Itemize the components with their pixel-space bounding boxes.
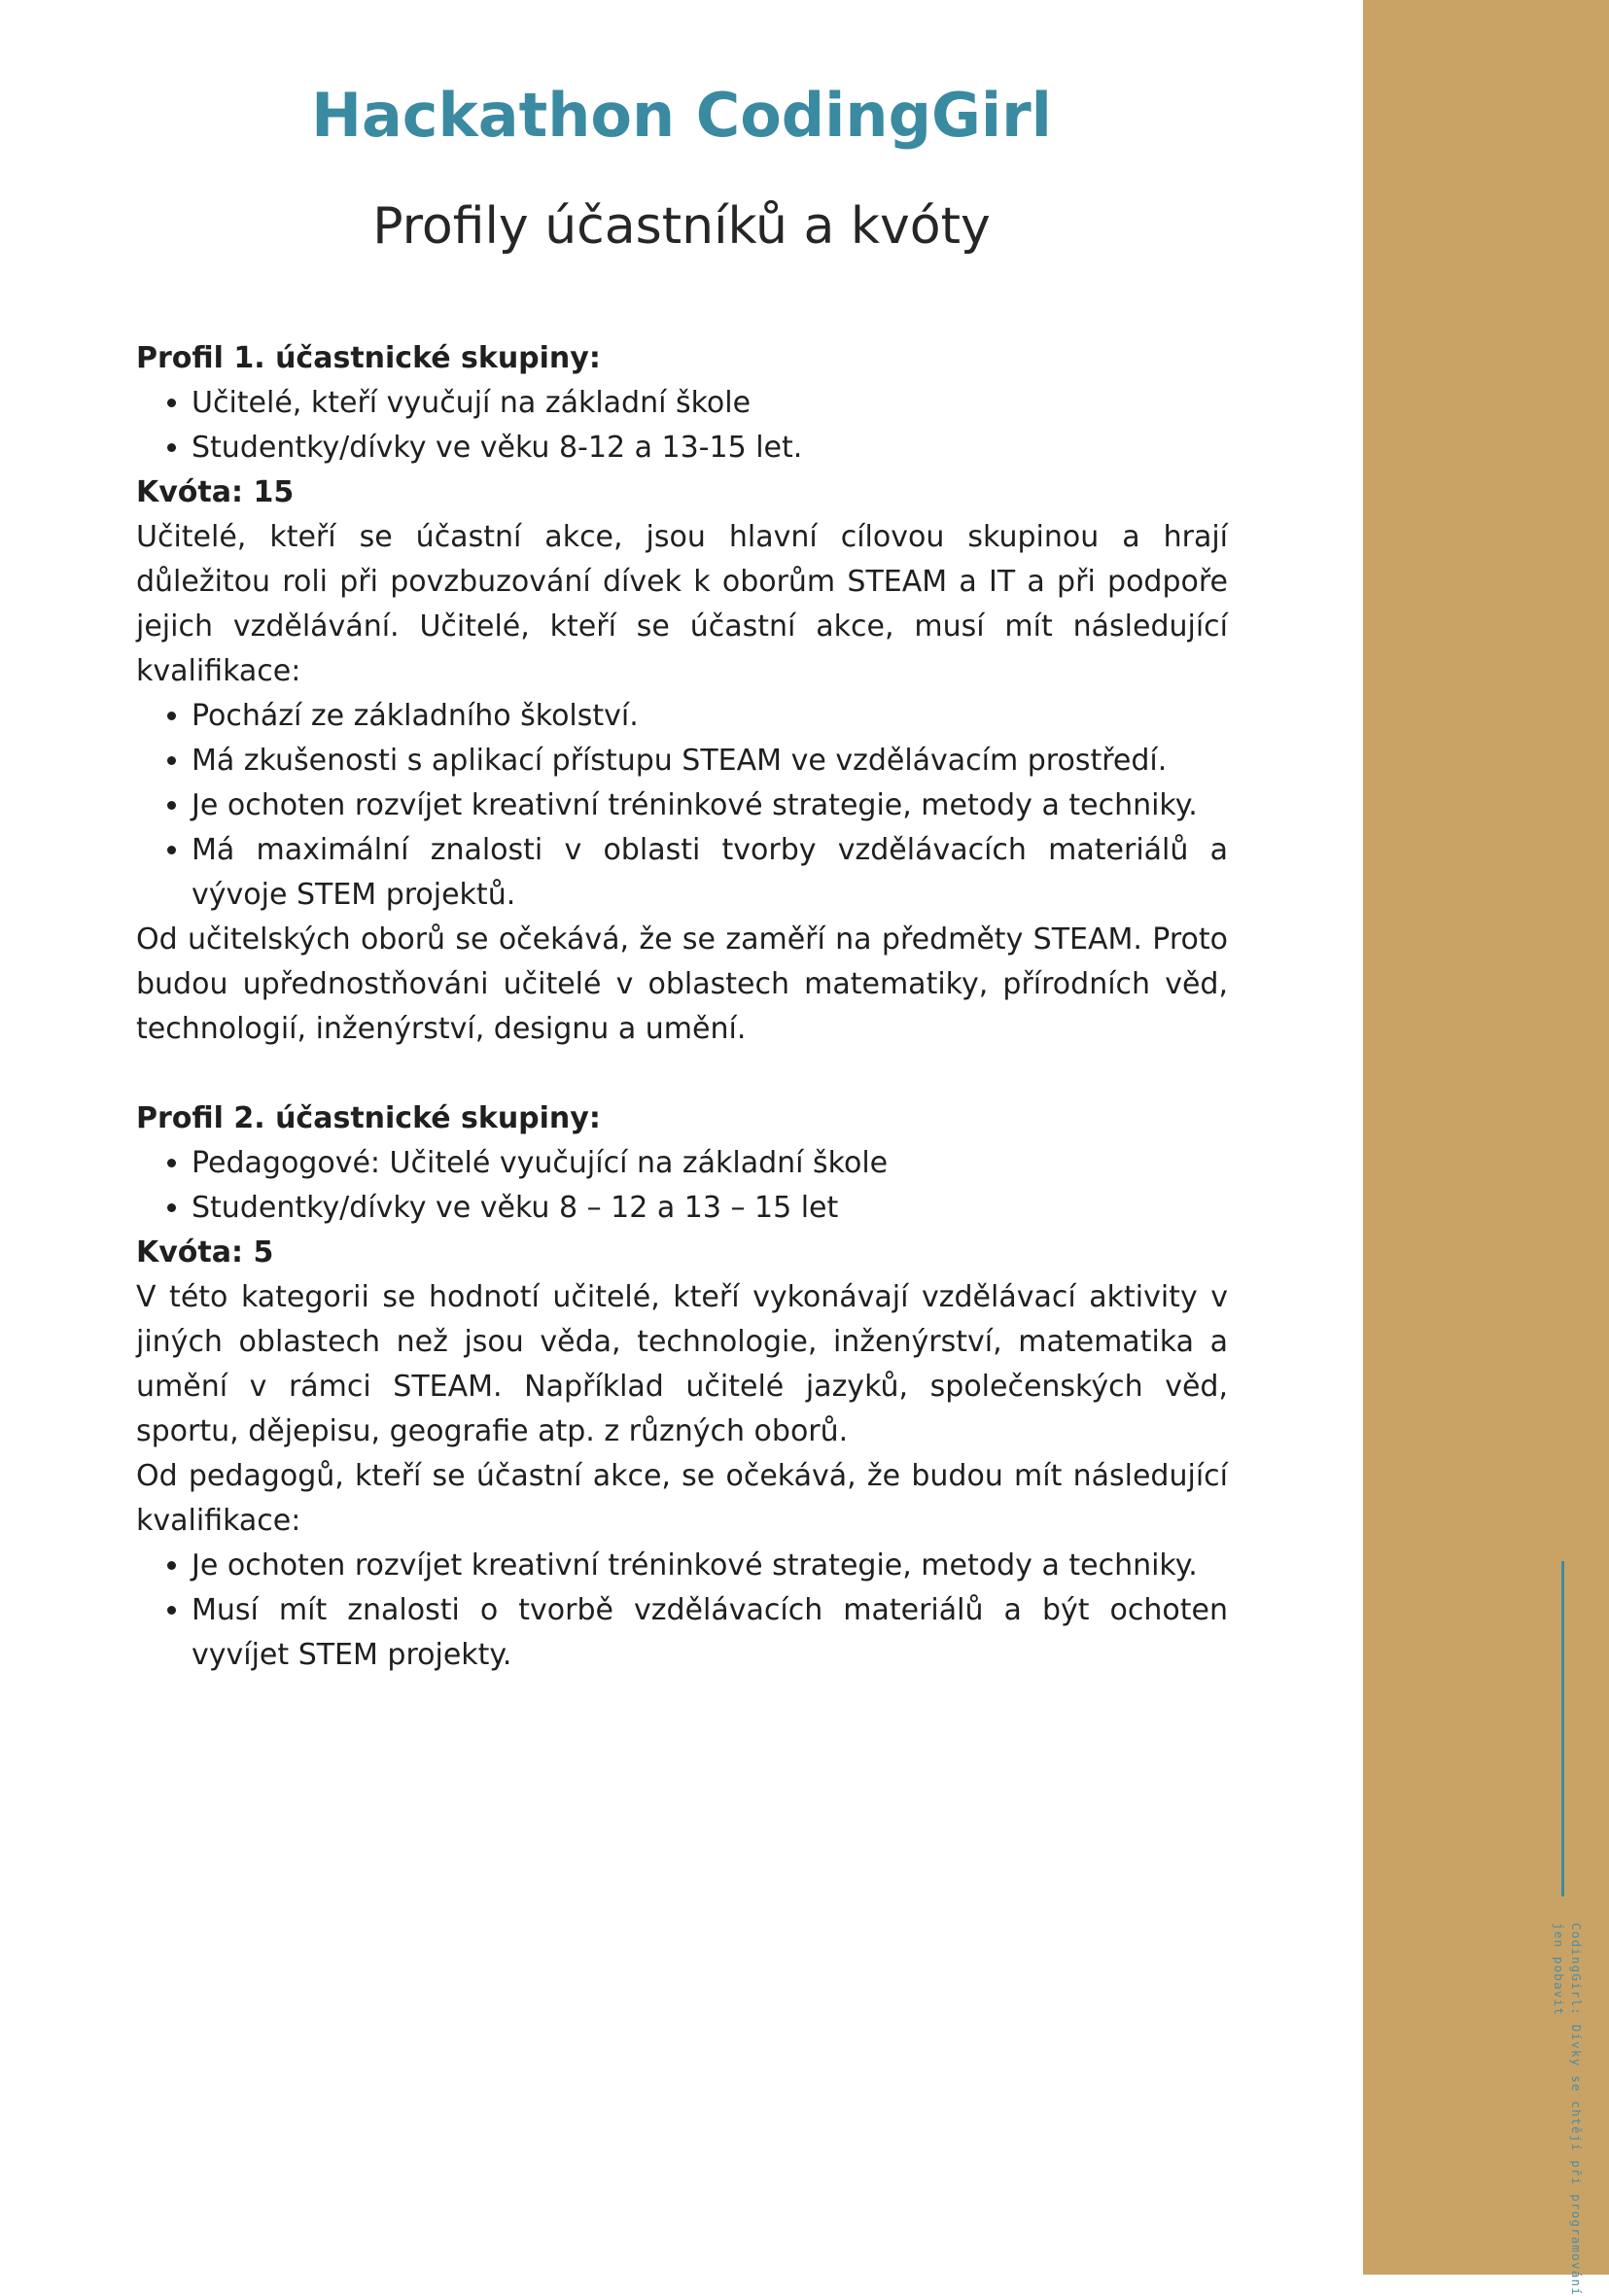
list-item: • Učitelé, kteří vyučují na základní škole — [192, 381, 1228, 426]
list-item: • Má maximální znalosti v oblasti tvorby vzdělávacích materiálů a vývoje STEM projektů. — [192, 828, 1228, 918]
profile2-expectation: Od pedagogů, kteří se účastní akce, se očekává, že budou mít následující kvalifikace: — [136, 1459, 1228, 1538]
sidebar-divider-line — [1561, 1561, 1564, 1896]
profile1-quota: Kvóta: 15 — [136, 475, 295, 509]
profile2-intro: V této kategorii se hodnotí učitelé, kteří vykonávají vzdělávací aktivity v jiných oblastech než jsou věda, technologie, inženýrství, matematika a umění v rámci STEAM. Například učitelé jazyků, společenských věd, sportu, dějepisu, geografie atp. z různých oborů. — [136, 1280, 1228, 1448]
list-item: • Má zkušenosti s aplikací přístupu STEAM ve vzdělávacím prostředí. — [192, 739, 1228, 783]
profile2-groups-list — [136, 1141, 1228, 1231]
list-item: • Studentky/dívky ve věku 8 – 12 a 13 – 15 let — [192, 1186, 1228, 1231]
profile1-heading: Profil 1. účastnické skupiny: — [136, 341, 601, 375]
document-body — [136, 336, 1228, 1678]
profile2-quota: Kvóta: 5 — [136, 1235, 274, 1270]
list-item: • Pedagogové: Učitelé vyučující na základní škole — [192, 1141, 1228, 1186]
profile1-groups-list — [136, 381, 1228, 470]
list-item: • Musí mít znalosti o tvorbě vzdělávacích materiálů a být ochoten vyvíjet STEM projekty. — [192, 1588, 1228, 1678]
section-spacer — [136, 1052, 1228, 1096]
list-item: • Je ochoten rozvíjet kreativní tréninkové strategie, metody a techniky. — [192, 1544, 1228, 1588]
document-title: Hackathon CodingGirl — [311, 80, 1052, 151]
sidebar-tagline-line: CodingGirl: Dívky se chtějí při programování — [1569, 1923, 1584, 2296]
profile1-qualifications-list — [136, 694, 1228, 918]
list-item: • Je ochoten rozvíjet kreativní tréninkové strategie, metody a techniky. — [192, 783, 1228, 828]
profile1-closing: Od učitelských oborů se očekává, že se zaměří na předměty STEAM. Proto budou upřednostňováni učitelé v oblastech matematiky, přírodních věd, technologií, inženýrství, designu a umění. — [136, 922, 1228, 1046]
sidebar-tagline — [1546, 1923, 1585, 2296]
list-item: • Studentky/dívky ve věku 8-12 a 13-15 let. — [192, 426, 1228, 470]
sidebar-tagline-line: jen pobavit — [1552, 1923, 1566, 2016]
profile2-heading: Profil 2. účastnické skupiny: — [136, 1101, 601, 1135]
profile1-intro: Učitelé, kteří se účastní akce, jsou hlavní cílovou skupinou a hrají důležitou roli při povzbuzování dívek k oborům STEAM a IT a při podpoře jejich vzdělávání. Učitelé, kteří se účastní akce, musí mít následující kvalifikace: — [136, 520, 1228, 688]
document-subtitle: Profily účastníků a kvóty — [372, 197, 991, 256]
profile2-qualifications-list — [136, 1544, 1228, 1678]
list-item: • Pochází ze základního školství. — [192, 694, 1228, 739]
